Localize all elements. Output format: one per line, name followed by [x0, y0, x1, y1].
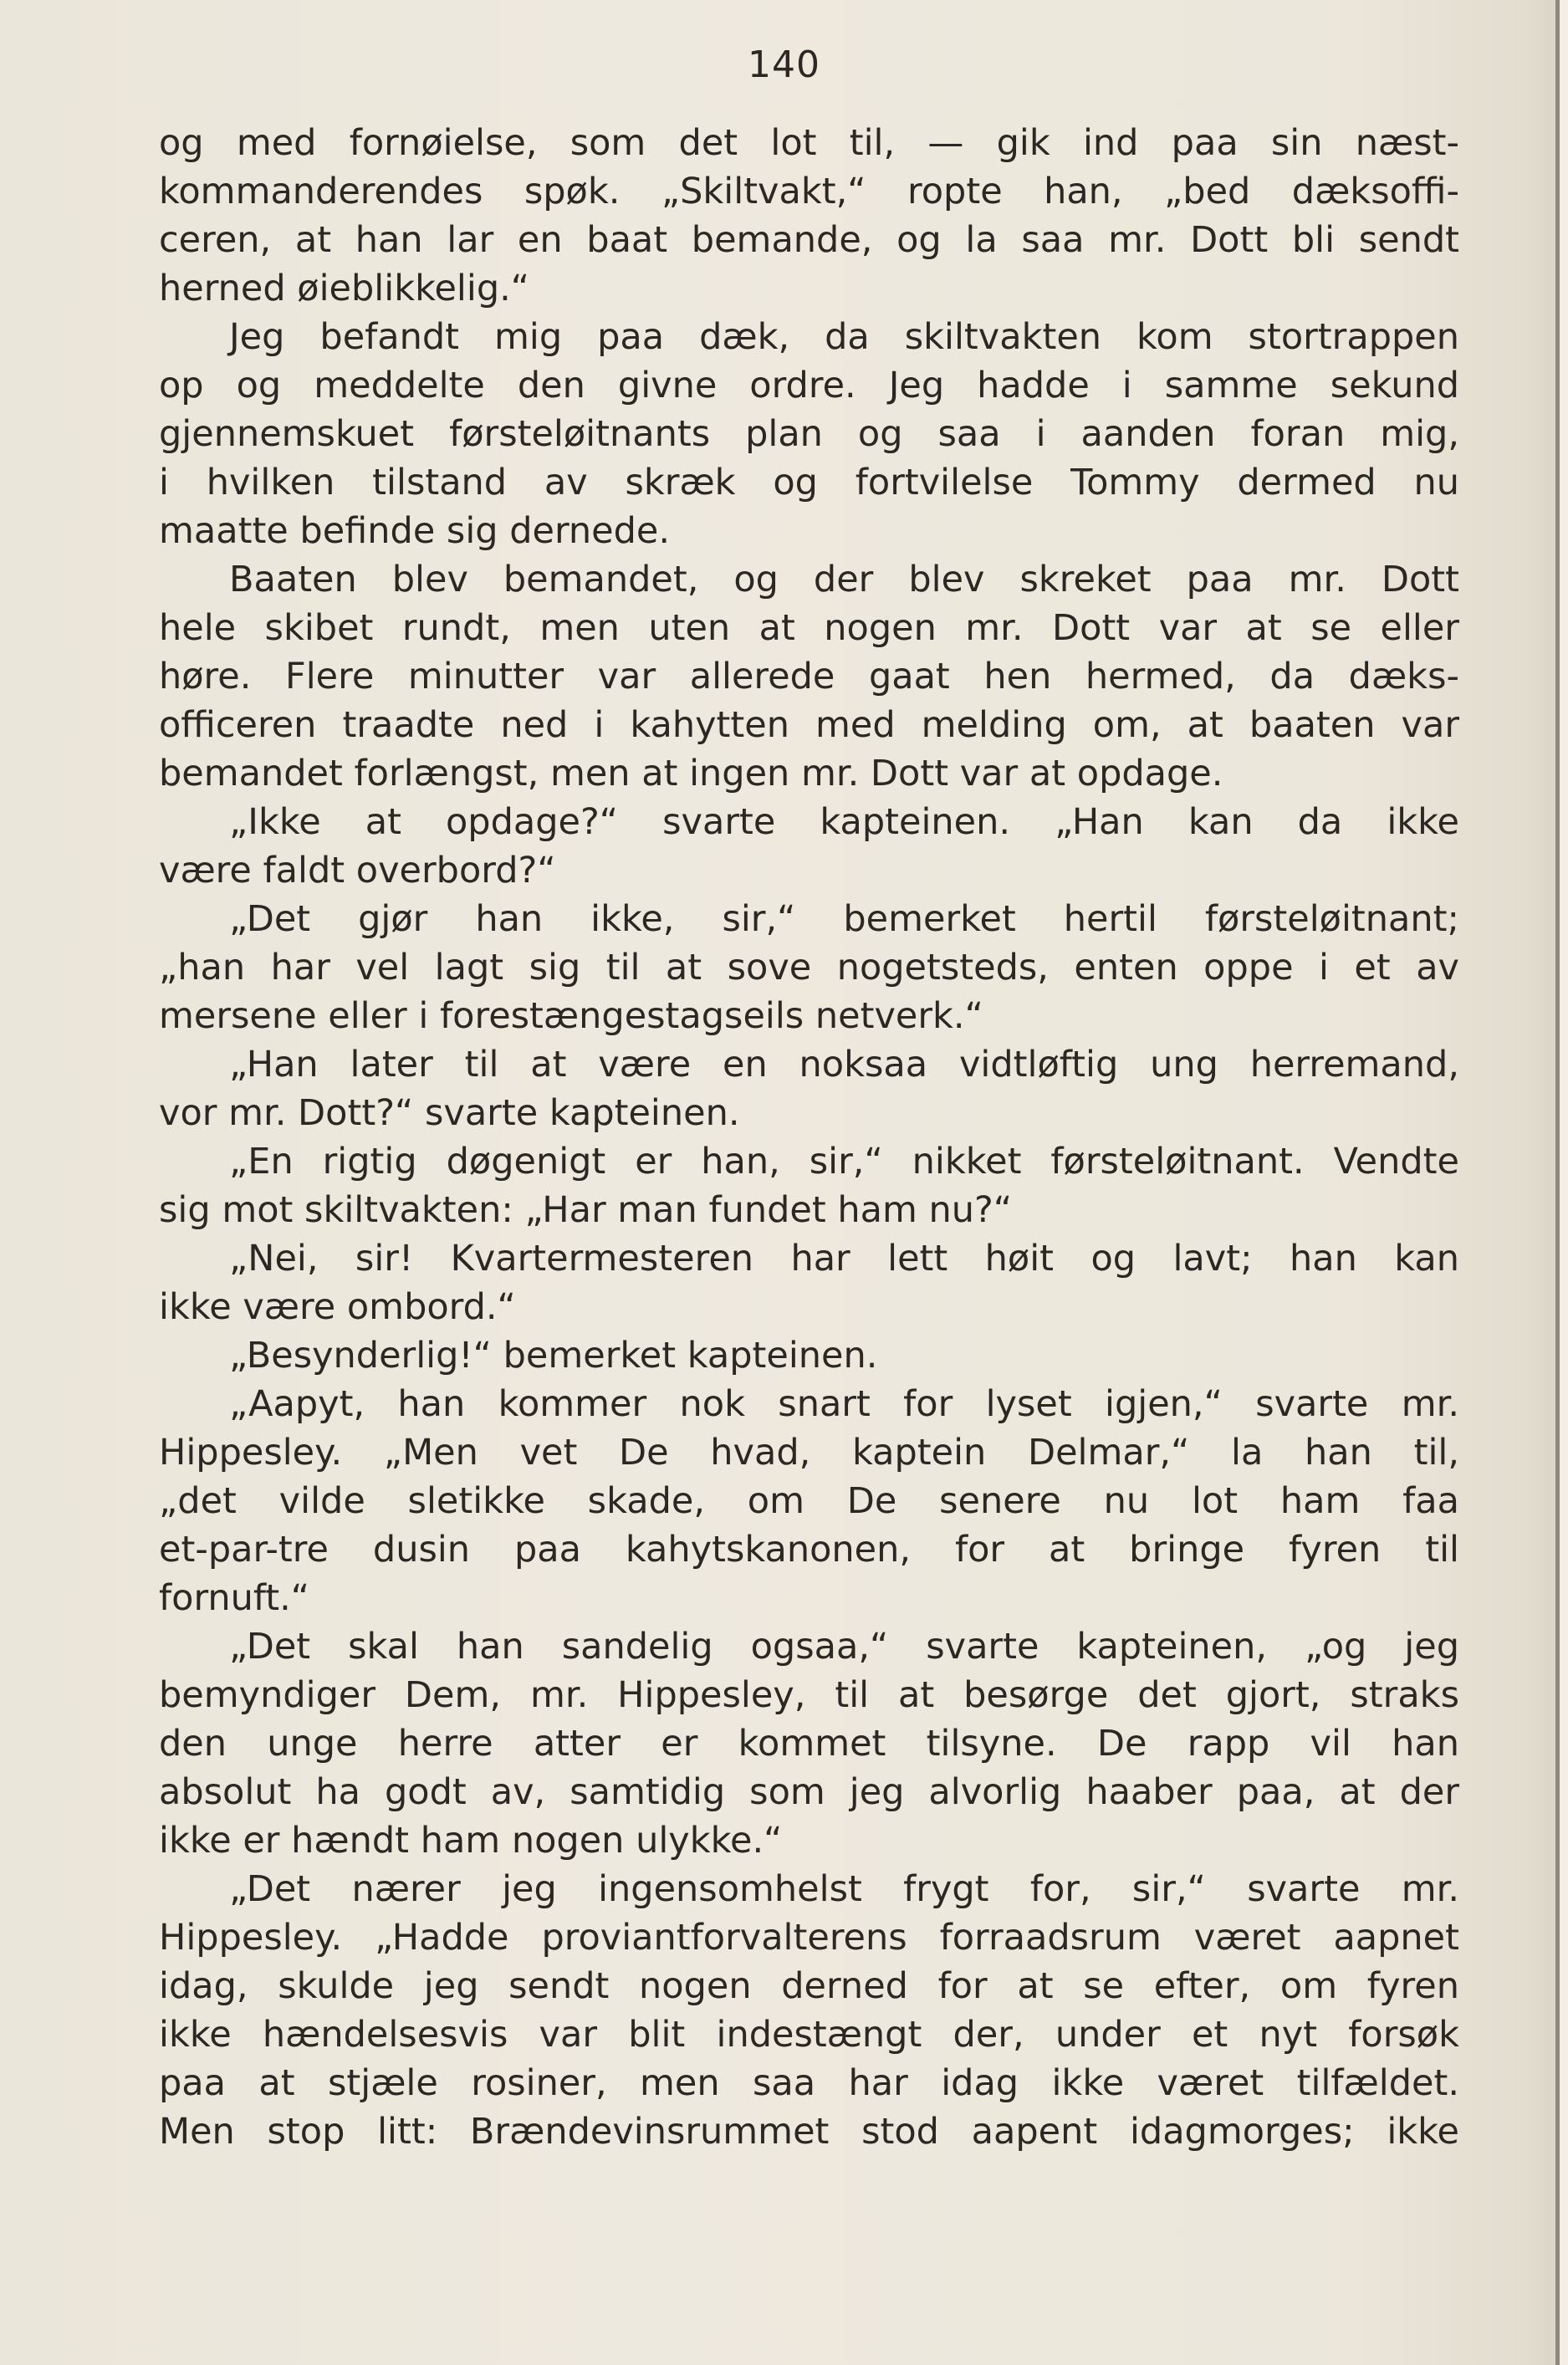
text-line: „Nei, sir! Kvartermesteren har lett høit og lavt; han kan — [229, 1238, 1459, 1280]
text-line: „Det gjør han ikke, sir,“ bemerket hertil førsteløitnant; — [229, 898, 1459, 940]
text-line: herned øieblikkelig.“ — [159, 268, 530, 309]
text-line: „Aapyt, han kommer nok snart for lyset igjen,“ svarte mr. — [229, 1383, 1459, 1425]
text-line: kommanderendes spøk. „Skiltvakt,“ ropte han, „bed dæksoffi- — [159, 171, 1459, 212]
text-line: sig mot skiltvakten: „Har man fundet ham nu?“ — [159, 1189, 1013, 1231]
paragraph — [159, 1234, 1459, 1331]
paragraph — [159, 119, 1459, 313]
paragraph — [159, 798, 1459, 895]
paragraph — [159, 1622, 1459, 1865]
text-line: fornuft.“ — [159, 1577, 310, 1619]
text-line: ikke være ombord.“ — [159, 1286, 516, 1328]
text-line: Hippesley. „Men vet De hvad, kaptein Delmar,“ la han til, — [159, 1432, 1459, 1474]
text-line: paa at stjæle rosiner, men saa har idag ikke været tilfældet. — [159, 2062, 1459, 2104]
paragraph — [159, 555, 1459, 798]
text-line: bemandet forlængst, men at ingen mr. Dott var at opdage. — [159, 753, 1223, 794]
text-line: ceren, at han lar en baat bemande, og la saa mr. Dott bli sendt — [159, 219, 1459, 261]
paragraph — [159, 895, 1459, 1040]
paragraph — [159, 1331, 1459, 1380]
text-line: vor mr. Dott?“ svarte kapteinen. — [159, 1092, 740, 1134]
paragraph — [159, 1137, 1459, 1234]
text-line: i hvilken tilstand av skræk og fortvilelse Tommy dermed nu — [159, 462, 1459, 503]
text-line: „Ikke at opdage?“ svarte kapteinen. „Han kan da ikke — [229, 801, 1459, 843]
text-line: officeren traadte ned i kahytten med melding om, at baaten var — [159, 704, 1459, 746]
text-line: mersene eller i forestængestagseils netverk.“ — [159, 995, 983, 1037]
text-line: op og meddelte den givne ordre. Jeg hadde i samme sekund — [159, 365, 1459, 406]
text-line: maatte befinde sig dernede. — [159, 510, 671, 552]
text-line: ikke hændelsesvis var blit indestængt der, under et nyt forsøk — [159, 2014, 1459, 2056]
text-line: ikke er hændt ham nogen ulykke.“ — [159, 1820, 783, 1862]
text-line: Baaten blev bemandet, og der blev skreket paa mr. Dott — [229, 559, 1459, 600]
paragraph — [159, 1380, 1459, 1622]
page-edge-margin — [1560, 0, 1568, 2365]
text-line: hele skibet rundt, men uten at nogen mr. Dott var at se eller — [159, 607, 1459, 649]
text-line: absolut ha godt av, samtidig som jeg alvorlig haaber paa, at der — [159, 1771, 1459, 1813]
text-line: være faldt overbord?“ — [159, 850, 556, 891]
text-line: „En rigtig døgenigt er han, sir,“ nikket førsteløitnant. Vendte — [229, 1141, 1459, 1182]
page-edge-shadow — [1555, 0, 1560, 2365]
text-line: høre. Flere minutter var allerede gaat hen hermed, da dæks- — [159, 656, 1459, 697]
text-line: bemyndiger Dem, mr. Hippesley, til at besørge det gjort, straks — [159, 1674, 1459, 1716]
body-text — [159, 119, 1459, 2156]
text-line: den unge herre atter er kommet tilsyne. De rapp vil han — [159, 1723, 1459, 1765]
text-line: „det vilde sletikke skade, om De senere nu lot ham faa — [159, 1480, 1459, 1522]
paragraph — [159, 1040, 1459, 1137]
page-number: 140 — [748, 43, 820, 86]
text-line: „han har vel lagt sig til at sove nogetsteds, enten oppe i et av — [159, 947, 1459, 988]
text-line: og med fornøielse, som det lot til, — gik ind paa sin næst- — [159, 122, 1459, 164]
paragraph — [159, 1865, 1459, 2156]
text-line: „Han later til at være en noksaa vidtløftig ung herremand, — [229, 1044, 1459, 1085]
text-line: Hippesley. „Hadde proviantforvalterens forraadsrum været aapnet — [159, 1917, 1459, 1959]
text-line: Men stop litt: Brændevinsrummet stod aapent idagmorges; ikke — [159, 2111, 1459, 2153]
paragraph — [159, 313, 1459, 555]
text-line: idag, skulde jeg sendt nogen derned for at se efter, om fyren — [159, 1965, 1459, 2007]
text-line: Jeg befandt mig paa dæk, da skiltvakten kom stortrappen — [229, 316, 1459, 358]
text-line: „Det skal han sandelig ogsaa,“ svarte kapteinen, „og jeg — [229, 1626, 1459, 1668]
text-line: „Besynderlig!“ bemerket kapteinen. — [229, 1335, 878, 1377]
text-line: „Det nærer jeg ingensomhelst frygt for, sir,“ svarte mr. — [229, 1868, 1459, 1910]
text-line: gjennemskuet førsteløitnants plan og saa i aanden foran mig, — [159, 413, 1459, 455]
text-line: et-par-tre dusin paa kahytskanonen, for at bringe fyren til — [159, 1529, 1459, 1571]
